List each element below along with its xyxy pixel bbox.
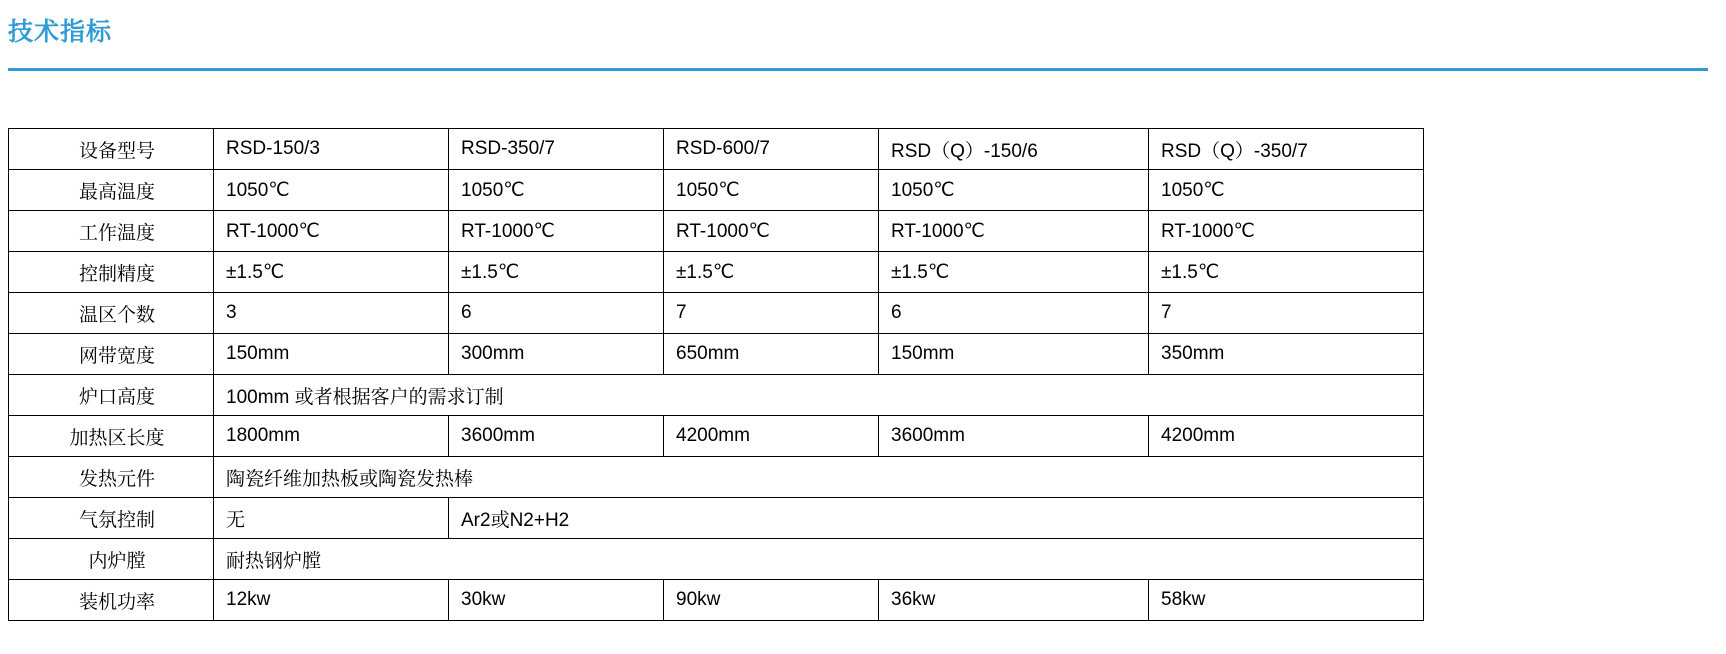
table-row [9,457,1424,498]
row-cell: 6 [879,293,1149,334]
page-title: 技术指标 [8,18,113,46]
row-label: 温区个数 [9,293,214,334]
row-cell: ±1.5℃ [879,252,1149,293]
row-cell: ±1.5℃ [664,252,879,293]
row-cell: 30kw [449,580,664,621]
row-cell: 4200mm [664,416,879,457]
row-cell: 3 [214,293,449,334]
row-cell: ±1.5℃ [449,252,664,293]
table-row [9,498,1424,539]
table-row [9,211,1424,252]
row-cell: 1800mm [214,416,449,457]
row-label: 网带宽度 [9,334,214,375]
row-cell: RT-1000℃ [214,211,449,252]
spec-table [8,128,1424,621]
table-row [9,375,1424,416]
row-cell: RT-1000℃ [1149,211,1424,252]
table-row [9,416,1424,457]
row-cell: 3600mm [879,416,1149,457]
row-cell: 300mm [449,334,664,375]
row-cell: 1050℃ [664,170,879,211]
table-row [9,252,1424,293]
row-cell: 90kw [664,580,879,621]
table-row [9,293,1424,334]
row-label: 工作温度 [9,211,214,252]
row-cell-merged: 100mm 或者根据客户的需求订制 [214,375,1424,416]
row-cell: RT-1000℃ [879,211,1149,252]
row-cell: RT-1000℃ [664,211,879,252]
table-row [9,170,1424,211]
row-cell: 12kw [214,580,449,621]
row-cell: 1050℃ [214,170,449,211]
row-cell: RSD（Q）-350/7 [1149,129,1424,170]
row-label: 发热元件 [9,457,214,498]
row-cell: RSD-150/3 [214,129,449,170]
row-label: 内炉膛 [9,539,214,580]
row-cell: 1050℃ [879,170,1149,211]
table-row [9,580,1424,621]
row-label: 气氛控制 [9,498,214,539]
row-cell: RSD-350/7 [449,129,664,170]
row-cell: 350mm [1149,334,1424,375]
row-cell: ±1.5℃ [214,252,449,293]
row-label: 装机功率 [9,580,214,621]
table-row [9,539,1424,580]
row-cell: 1050℃ [1149,170,1424,211]
row-label: 最高温度 [9,170,214,211]
row-cell-merged: 陶瓷纤维加热板或陶瓷发热棒 [214,457,1424,498]
row-cell: 无 [214,498,449,539]
row-cell: ±1.5℃ [1149,252,1424,293]
row-cell-merged: 耐热钢炉膛 [214,539,1424,580]
row-cell: 150mm [214,334,449,375]
row-cell: 150mm [879,334,1149,375]
row-cell: RT-1000℃ [449,211,664,252]
table-row [9,334,1424,375]
row-cell: 1050℃ [449,170,664,211]
row-cell: 7 [664,293,879,334]
spec-table-container [8,128,1423,621]
table-row [9,129,1424,170]
row-cell-merged: Ar2或N2+H2 [449,498,1424,539]
row-cell: 58kw [1149,580,1424,621]
row-label: 加热区长度 [9,416,214,457]
row-cell: RSD-600/7 [664,129,879,170]
row-label: 控制精度 [9,252,214,293]
row-cell: 36kw [879,580,1149,621]
row-cell: RSD（Q）-150/6 [879,129,1149,170]
row-label: 炉口高度 [9,375,214,416]
title-divider [8,68,1708,71]
row-cell: 6 [449,293,664,334]
row-label: 设备型号 [9,129,214,170]
row-cell: 7 [1149,293,1424,334]
row-cell: 3600mm [449,416,664,457]
row-cell: 4200mm [1149,416,1424,457]
row-cell: 650mm [664,334,879,375]
